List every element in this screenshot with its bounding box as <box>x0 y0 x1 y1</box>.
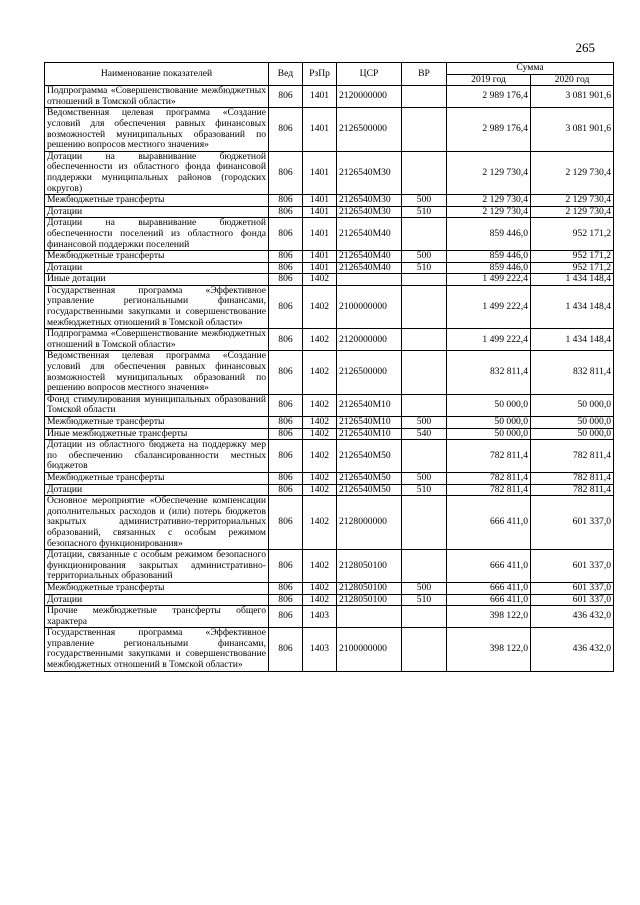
table-row <box>45 351 614 394</box>
cell-csr: 2100000000 <box>337 285 402 328</box>
table-row <box>45 594 614 606</box>
cell-name: Дотации на выравнивание бюджетной обеспеченности из областного фонда финансовой поддержки муниципальных районов (городских округов) <box>45 151 269 194</box>
cell-csr: 2126540М30 <box>337 151 402 194</box>
cell-vr: 510 <box>402 262 447 274</box>
cell-2020: 50 000,0 <box>531 428 614 440</box>
table-row <box>45 417 614 429</box>
cell-vr <box>402 274 447 286</box>
cell-rzpr: 1401 <box>303 151 337 194</box>
header-rzpr: РзПр <box>303 63 337 86</box>
cell-rzpr: 1402 <box>303 394 337 416</box>
cell-ved: 806 <box>269 151 303 194</box>
cell-2020: 1 434 148,4 <box>531 274 614 286</box>
table-row <box>45 151 614 194</box>
cell-vr <box>402 496 447 550</box>
table-row <box>45 582 614 594</box>
cell-2020: 1 434 148,4 <box>531 285 614 328</box>
cell-name: Прочие межбюджетные трансферты общего характера <box>45 606 269 628</box>
header-ved: Вед <box>269 63 303 86</box>
cell-rzpr: 1401 <box>303 251 337 263</box>
cell-2020: 1 434 148,4 <box>531 329 614 351</box>
table-row <box>45 86 614 108</box>
cell-2019: 50 000,0 <box>447 417 531 429</box>
cell-2019: 2 989 176,4 <box>447 86 531 108</box>
cell-ved: 806 <box>269 582 303 594</box>
cell-csr <box>337 606 402 628</box>
cell-2020: 952 171,2 <box>531 218 614 251</box>
cell-2020: 782 811,4 <box>531 484 614 496</box>
cell-2019: 2 129 730,4 <box>447 195 531 207</box>
cell-rzpr: 1402 <box>303 496 337 550</box>
table-row <box>45 496 614 550</box>
cell-name: Дотации <box>45 206 269 218</box>
cell-vr: 500 <box>402 582 447 594</box>
cell-ved: 806 <box>269 251 303 263</box>
cell-name: Дотации <box>45 484 269 496</box>
cell-2019: 398 122,0 <box>447 606 531 628</box>
cell-name: Фонд стимулирования муниципальных образований Томской области <box>45 394 269 416</box>
header-vr: ВР <box>402 63 447 86</box>
cell-vr: 510 <box>402 484 447 496</box>
cell-csr: 2126540М10 <box>337 394 402 416</box>
cell-ved: 806 <box>269 285 303 328</box>
cell-2020: 3 081 901,6 <box>531 108 614 151</box>
cell-rzpr: 1402 <box>303 484 337 496</box>
cell-ved: 806 <box>269 484 303 496</box>
cell-rzpr: 1401 <box>303 206 337 218</box>
cell-ved: 806 <box>269 329 303 351</box>
cell-2020: 601 337,0 <box>531 594 614 606</box>
cell-2020: 952 171,2 <box>531 262 614 274</box>
cell-vr <box>402 628 447 671</box>
cell-2019: 50 000,0 <box>447 428 531 440</box>
table-body <box>45 86 614 671</box>
cell-rzpr: 1401 <box>303 262 337 274</box>
cell-2019: 832 811,4 <box>447 351 531 394</box>
cell-2019: 782 811,4 <box>447 484 531 496</box>
table-row <box>45 285 614 328</box>
cell-ved: 806 <box>269 594 303 606</box>
header-sum: Сумма <box>447 63 614 75</box>
cell-vr: 510 <box>402 594 447 606</box>
cell-2020: 436 432,0 <box>531 606 614 628</box>
cell-ved: 806 <box>269 86 303 108</box>
cell-2019: 782 811,4 <box>447 472 531 484</box>
cell-vr <box>402 394 447 416</box>
table-row <box>45 550 614 583</box>
cell-2020: 2 129 730,4 <box>531 151 614 194</box>
cell-ved: 806 <box>269 206 303 218</box>
cell-rzpr: 1402 <box>303 440 337 473</box>
table-row <box>45 262 614 274</box>
cell-name: Подпрограмма «Совершенствование межбюджетных отношений в Томской области» <box>45 329 269 351</box>
cell-csr: 2126540М50 <box>337 472 402 484</box>
cell-ved: 806 <box>269 472 303 484</box>
cell-rzpr: 1402 <box>303 428 337 440</box>
cell-name: Дотации на выравнивание бюджетной обеспеченности поселений из областного фонда финансовой поддержки поселений <box>45 218 269 251</box>
table-row <box>45 329 614 351</box>
cell-name: Дотации <box>45 262 269 274</box>
cell-2019: 666 411,0 <box>447 496 531 550</box>
cell-rzpr: 1402 <box>303 594 337 606</box>
cell-rzpr: 1402 <box>303 472 337 484</box>
cell-csr: 2126500000 <box>337 351 402 394</box>
cell-name: Ведомственная целевая программа «Создание условий для обеспечения равных финансовых возможностей муниципальных образований по решению вопросов местного значения» <box>45 108 269 151</box>
cell-ved: 806 <box>269 351 303 394</box>
cell-csr: 2128050100 <box>337 594 402 606</box>
cell-rzpr: 1402 <box>303 550 337 583</box>
cell-name: Дотации <box>45 594 269 606</box>
cell-ved: 806 <box>269 606 303 628</box>
cell-csr: 2128000000 <box>337 496 402 550</box>
budget-table <box>44 62 614 672</box>
cell-vr <box>402 151 447 194</box>
cell-name: Основное мероприятие «Обеспечение компенсации дополнительных расходов и (или) потерь бюджетов закрытых административно-территориальных образований, связанных с особым режимом безопасного функционирования» <box>45 496 269 550</box>
cell-vr <box>402 329 447 351</box>
table-row <box>45 394 614 416</box>
cell-csr: 2128050100 <box>337 550 402 583</box>
cell-ved: 806 <box>269 195 303 207</box>
cell-2020: 50 000,0 <box>531 394 614 416</box>
table-row <box>45 206 614 218</box>
cell-rzpr: 1401 <box>303 86 337 108</box>
cell-ved: 806 <box>269 108 303 151</box>
cell-2019: 2 129 730,4 <box>447 151 531 194</box>
cell-name: Ведомственная целевая программа «Создание условий для обеспечения равных финансовых возможностей муниципальных образований по решению вопросов местного значения» <box>45 351 269 394</box>
cell-csr: 2126540М50 <box>337 484 402 496</box>
cell-ved: 806 <box>269 394 303 416</box>
cell-2020: 601 337,0 <box>531 550 614 583</box>
cell-vr: 500 <box>402 251 447 263</box>
cell-rzpr: 1402 <box>303 417 337 429</box>
cell-vr: 540 <box>402 428 447 440</box>
cell-rzpr: 1401 <box>303 108 337 151</box>
cell-2019: 782 811,4 <box>447 440 531 473</box>
cell-vr <box>402 440 447 473</box>
cell-csr: 2126540М40 <box>337 262 402 274</box>
cell-2019: 859 446,0 <box>447 218 531 251</box>
cell-name: Дотации, связанные с особым режимом безопасного функционирования закрытых административно-территориальных образований <box>45 550 269 583</box>
cell-rzpr: 1403 <box>303 606 337 628</box>
cell-2020: 782 811,4 <box>531 472 614 484</box>
header-csr: ЦСР <box>337 63 402 86</box>
cell-2019: 1 499 222,4 <box>447 285 531 328</box>
cell-name: Межбюджетные трансферты <box>45 417 269 429</box>
table-row <box>45 251 614 263</box>
table-row <box>45 218 614 251</box>
cell-2020: 3 081 901,6 <box>531 86 614 108</box>
cell-2019: 2 129 730,4 <box>447 206 531 218</box>
cell-name: Подпрограмма «Совершенствование межбюджетных отношений в Томской области» <box>45 86 269 108</box>
cell-csr: 2126540М10 <box>337 417 402 429</box>
table-row <box>45 440 614 473</box>
cell-ved: 806 <box>269 496 303 550</box>
cell-rzpr: 1401 <box>303 195 337 207</box>
cell-ved: 806 <box>269 628 303 671</box>
table-row <box>45 195 614 207</box>
cell-vr: 510 <box>402 206 447 218</box>
cell-csr <box>337 274 402 286</box>
cell-csr: 2120000000 <box>337 329 402 351</box>
cell-2019: 2 989 176,4 <box>447 108 531 151</box>
cell-rzpr: 1401 <box>303 218 337 251</box>
cell-2020: 832 811,4 <box>531 351 614 394</box>
cell-name: Дотации из областного бюджета на поддержку мер по обеспечению сбалансированности местных бюджетов <box>45 440 269 473</box>
cell-2019: 50 000,0 <box>447 394 531 416</box>
cell-rzpr: 1402 <box>303 582 337 594</box>
cell-2019: 1 499 222,4 <box>447 329 531 351</box>
table-row <box>45 472 614 484</box>
cell-rzpr: 1403 <box>303 628 337 671</box>
cell-ved: 806 <box>269 218 303 251</box>
cell-2019: 859 446,0 <box>447 262 531 274</box>
table-row <box>45 108 614 151</box>
cell-csr: 2126540М40 <box>337 218 402 251</box>
cell-csr: 2126500000 <box>337 108 402 151</box>
cell-name: Межбюджетные трансферты <box>45 582 269 594</box>
cell-csr: 2100000000 <box>337 628 402 671</box>
table-row <box>45 274 614 286</box>
cell-ved: 806 <box>269 274 303 286</box>
cell-2020: 436 432,0 <box>531 628 614 671</box>
cell-vr <box>402 86 447 108</box>
table-row <box>45 428 614 440</box>
header-year-2019: 2019 год <box>447 74 531 86</box>
cell-csr: 2128050100 <box>337 582 402 594</box>
cell-2020: 952 171,2 <box>531 251 614 263</box>
cell-ved: 806 <box>269 550 303 583</box>
cell-vr <box>402 351 447 394</box>
page-number: 265 <box>575 40 595 55</box>
cell-2020: 601 337,0 <box>531 496 614 550</box>
cell-ved: 806 <box>269 428 303 440</box>
table-row <box>45 484 614 496</box>
cell-csr: 2120000000 <box>337 86 402 108</box>
cell-name: Межбюджетные трансферты <box>45 195 269 207</box>
cell-vr <box>402 550 447 583</box>
cell-vr: 500 <box>402 472 447 484</box>
cell-2019: 666 411,0 <box>447 582 531 594</box>
cell-name: Иные дотации <box>45 274 269 286</box>
cell-2020: 2 129 730,4 <box>531 206 614 218</box>
cell-vr <box>402 218 447 251</box>
table-header <box>45 63 614 86</box>
cell-ved: 806 <box>269 440 303 473</box>
cell-csr: 2126540М30 <box>337 195 402 207</box>
cell-csr: 2126540М50 <box>337 440 402 473</box>
cell-vr: 500 <box>402 195 447 207</box>
cell-ved: 806 <box>269 262 303 274</box>
cell-vr <box>402 108 447 151</box>
cell-csr: 2126540М30 <box>337 206 402 218</box>
cell-name: Межбюджетные трансферты <box>45 251 269 263</box>
cell-csr: 2126540М40 <box>337 251 402 263</box>
cell-rzpr: 1402 <box>303 285 337 328</box>
header-name: Наименование показателей <box>45 63 269 86</box>
cell-2019: 859 446,0 <box>447 251 531 263</box>
cell-2019: 666 411,0 <box>447 594 531 606</box>
cell-2020: 50 000,0 <box>531 417 614 429</box>
cell-name: Межбюджетные трансферты <box>45 472 269 484</box>
cell-name: Иные межбюджетные трансферты <box>45 428 269 440</box>
cell-vr <box>402 285 447 328</box>
cell-ved: 806 <box>269 417 303 429</box>
header-year-2020: 2020 год <box>531 74 614 86</box>
cell-2019: 398 122,0 <box>447 628 531 671</box>
cell-csr: 2126540М10 <box>337 428 402 440</box>
cell-2020: 601 337,0 <box>531 582 614 594</box>
cell-name: Государственная программа «Эффективное управление региональными финансами, государственными закупками и совершенствование межбюджетных отношений в Томской области» <box>45 285 269 328</box>
table-row <box>45 606 614 628</box>
cell-2019: 666 411,0 <box>447 550 531 583</box>
cell-rzpr: 1402 <box>303 329 337 351</box>
cell-name: Государственная программа «Эффективное управление региональными финансами, государственными закупками и совершенствование межбюджетных отношений в Томской области» <box>45 628 269 671</box>
table-row <box>45 628 614 671</box>
cell-2019: 1 499 222,4 <box>447 274 531 286</box>
cell-rzpr: 1402 <box>303 274 337 286</box>
cell-vr: 500 <box>402 417 447 429</box>
cell-2020: 782 811,4 <box>531 440 614 473</box>
cell-vr <box>402 606 447 628</box>
cell-rzpr: 1402 <box>303 351 337 394</box>
cell-2020: 2 129 730,4 <box>531 195 614 207</box>
